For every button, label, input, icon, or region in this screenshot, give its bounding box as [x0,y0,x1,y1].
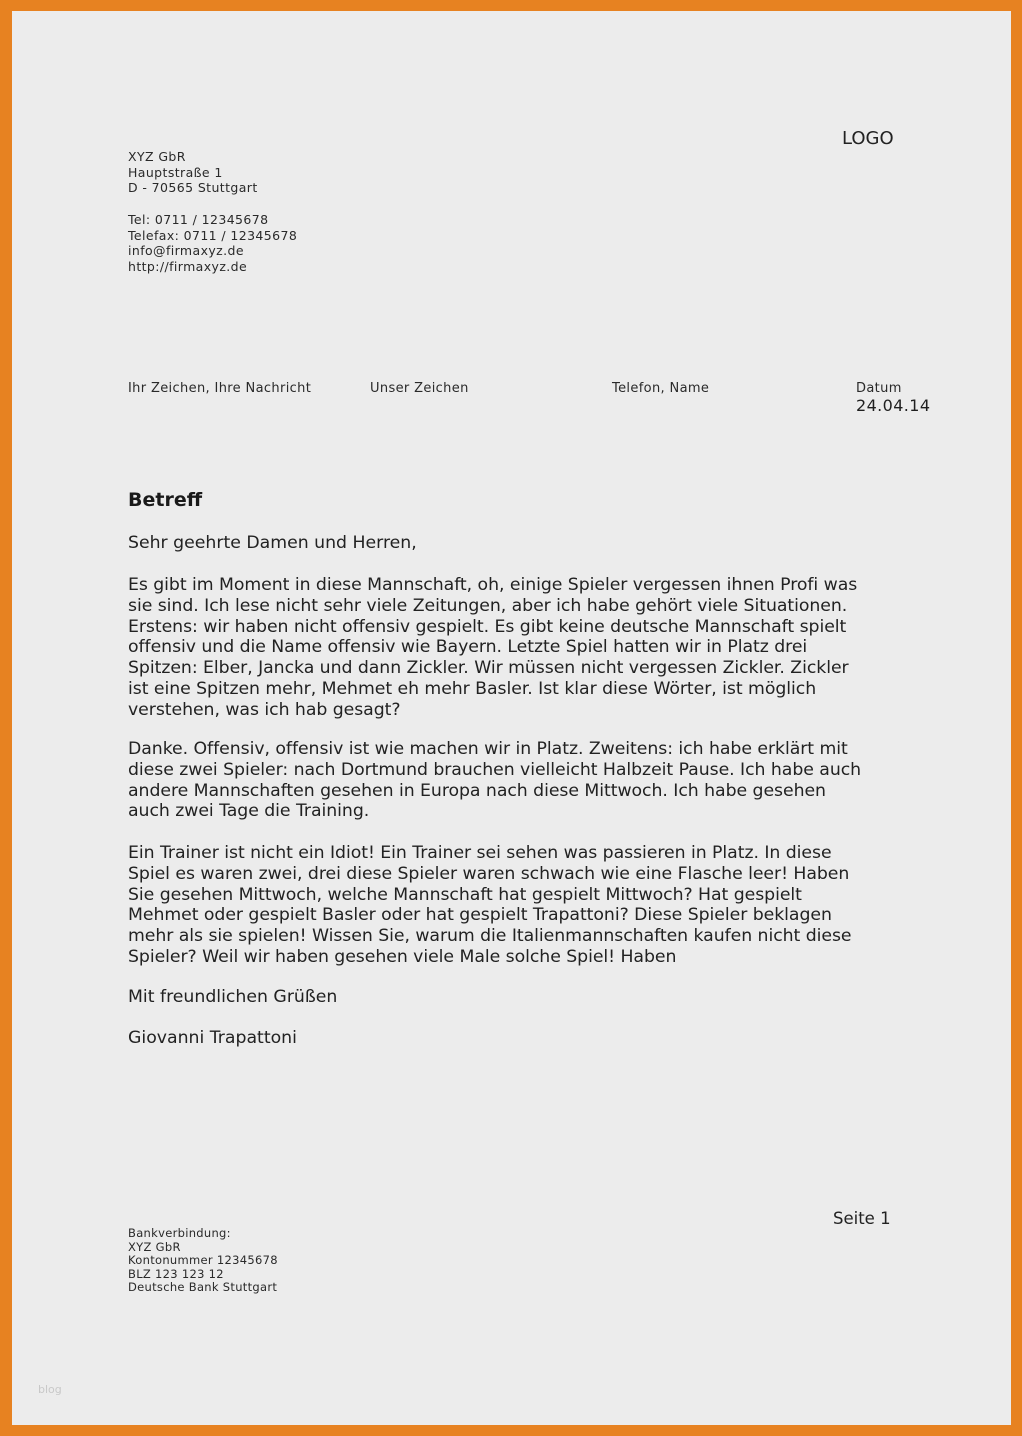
subject-heading: Betreff [128,489,203,511]
bank-account: Kontonummer 12345678 [128,1253,278,1268]
watermark-text: blog [38,1383,62,1396]
paragraph-line: Spiel es waren zwei, drei diese Spieler waren schwach wie eine Flasche leer! Haben [128,863,850,884]
paragraph-line: Spieler? Weil wir haben gesehen viele Male solche Spiel! Haben [128,946,677,967]
letter-paragraph-2 [128,739,928,822]
paragraph-line: mehr als sie spielen! Wissen Sie, warum die Italienmannschaften kaufen nicht diese [128,926,852,947]
sender-phone: Tel: 0711 / 12345678 [128,211,269,227]
company-logo-placeholder: LOGO [842,128,894,149]
paragraph-line: andere Mannschaften gesehen in Europa nach diese Mittwoch. Ich habe gesehen [128,780,826,801]
paragraph-line: Es gibt im Moment in diese Mannschaft, oh, einige Spieler vergessen ihnen Profi was [128,575,858,595]
phone-name-label: Telefon, Name [612,381,710,396]
paragraph-line: auch zwei Tage die Training. [128,801,370,822]
signer-name: Giovanni Trapattoni [128,1028,297,1048]
date-label: Datum [856,381,902,396]
paragraph-line: ist eine Spitzen mehr, Mehmet eh mehr Basler. Ist klar diese Wörter, ist möglich [128,678,817,699]
bank-details-block [128,1227,278,1295]
paragraph-line: Erstens: wir haben nicht offensiv gespielt. Es gibt keine deutsche Mannschaft spielt [128,616,847,637]
paragraph-line: Spitzen: Elber, Jancka und dann Zickler. Wir müssen nicht vergessen Zickler. Zickler [128,658,849,679]
paragraph-line: verstehen, was ich hab gesagt? [128,699,401,720]
sender-street: Hauptstraße 1 [128,164,223,180]
bank-blz: BLZ 123 123 12 [128,1266,224,1281]
sender-email: info@firmaxyz.de [128,243,244,259]
sender-city: D - 70565 Stuttgart [128,180,258,196]
sender-address-block [128,149,297,275]
bank-holder: XYZ GbR [128,1239,181,1254]
letter-paragraph-3 [128,843,928,968]
paragraph-line: Sie gesehen Mittwoch, welche Mannschaft hat gespielt Mittwoch? Hat gespielt [128,884,802,905]
paragraph-line: offensiv und die Name offensiv wie Bayern. Letzte Spiel hatten wir in Platz drei [128,637,808,658]
bank-name: Deutsche Bank Stuttgart [128,1280,278,1295]
paragraph-line: sie sind. Ich lese nicht sehr viele Zeitungen, aber ich habe gehört viele Situationen. [128,595,848,616]
your-reference-label: Ihr Zeichen, Ihre Nachricht [128,381,312,396]
paragraph-line: diese zwei Spieler: nach Dortmund brauchen vielleicht Halbzeit Pause. Ich habe auch [128,759,862,780]
page-number: Seite 1 [833,1209,891,1228]
spacer [128,196,297,212]
sender-website: http://firmaxyz.de [128,258,248,274]
paragraph-line: Ein Trainer ist nicht ein Idiot! Ein Trainer sei sehen was passieren in Platz. In diese [128,843,832,863]
paragraph-line: Danke. Offensiv, offensiv ist wie machen wir in Platz. Zweitens: ich habe erklärt mit [128,739,848,759]
closing-phrase: Mit freundlichen Grüßen [128,987,338,1007]
paragraph-line: Mehmet oder gespielt Basler oder hat gespielt Trapattoni? Diese Spieler beklagen [128,905,832,926]
salutation: Sehr geehrte Damen und Herren, [128,533,417,553]
letter-paragraph-1 [128,575,928,721]
bank-heading: Bankverbindung: [128,1226,231,1240]
sender-fax: Telefax: 0711 / 12345678 [128,227,298,243]
date-value: 24.04.14 [856,396,931,415]
our-reference-label: Unser Zeichen [370,381,469,396]
sender-company: XYZ GbR [128,149,186,164]
